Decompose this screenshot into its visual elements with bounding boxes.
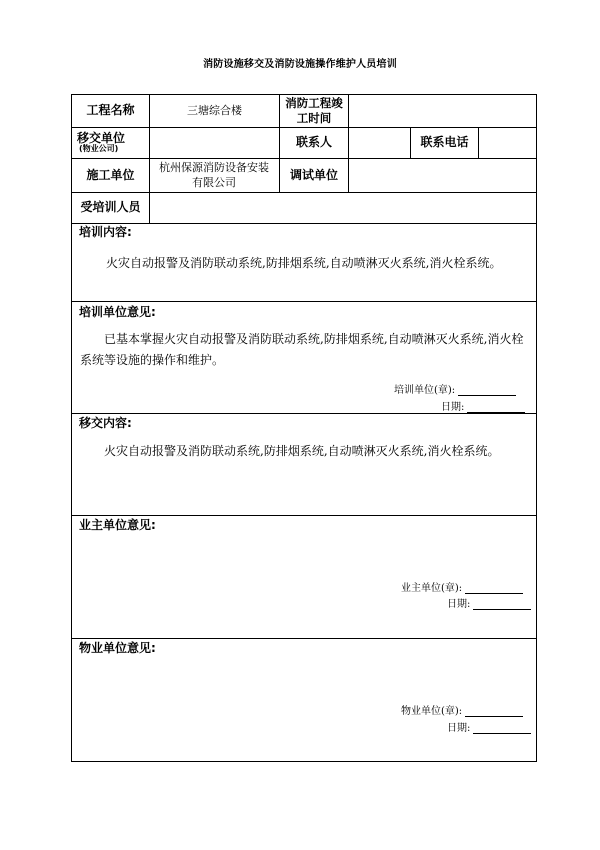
training-sign-label: 培训单位(章): [394,385,456,396]
owner-opinion-heading: 业主单位意见: [79,518,156,532]
contact-phone-value[interactable] [479,128,536,158]
training-opinion-text: 已基本掌握火灾自动报警及消防联动系统,防排烟系统,自动喷淋灭火系统,消火栓系统等设施的操作和维护。 [80,332,524,367]
handover-unit-label [72,128,149,158]
training-sign-field [394,381,516,396]
construction-unit-label: 施工单位 [86,167,135,182]
training-date-line[interactable] [467,402,525,413]
handover-unit-value[interactable] [150,128,279,158]
owner-date-label: 日期: [447,599,471,610]
trainees-value[interactable] [150,193,536,223]
training-content-text: 火灾自动报警及消防联动系统,防排烟系统,自动喷淋灭火系统,消火栓系统。 [106,256,502,270]
debug-unit-label: 调试单位 [289,167,338,182]
completion-time-label: 消防工程竣工时间 [285,96,343,125]
training-content-heading: 培训内容: [79,225,132,239]
handover-content-text: 火灾自动报警及消防联动系统,防排烟系统,自动喷淋灭火系统,消火栓系统。 [104,444,500,458]
training-date-label: 日期: [441,402,465,413]
project-name-value[interactable]: 三塘综合楼 [187,103,242,117]
property-sign-line[interactable] [465,706,523,717]
property-sign-label: 物业单位(章): [401,706,463,717]
owner-date-field [447,595,531,610]
construction-unit-value[interactable]: 杭州保源消防设备安装有限公司 [159,161,269,189]
project-name-label: 工程名称 [86,103,135,118]
handover-content-heading: 移交内容: [79,416,132,430]
property-sign-field [401,702,523,717]
handover-form [71,94,537,762]
property-opinion-heading: 物业单位意见: [79,641,156,655]
debug-unit-value[interactable] [349,159,536,192]
completion-time-value[interactable] [349,95,536,127]
property-date-field [447,719,531,734]
training-date-field [441,398,525,413]
trainees-label: 受培训人员 [80,200,141,215]
row-divider [72,223,536,224]
handover-unit-sublabel: (物业公司) [79,144,119,154]
owner-sign-label: 业主单位(章): [401,583,463,594]
section-divider [72,301,536,302]
contact-person-value[interactable] [349,128,410,158]
owner-sign-field [401,579,523,594]
property-date-line[interactable] [473,723,531,734]
section-divider [72,413,536,414]
handover-unit-label-text: 移交单位 [77,131,126,145]
training-sign-line[interactable] [458,385,516,396]
owner-date-line[interactable] [473,599,531,610]
owner-sign-line[interactable] [465,583,523,594]
document-title: 消防设施移交及消防设施操作维护人员培训 [203,59,397,70]
contact-person-label: 联系人 [295,135,332,150]
property-date-label: 日期: [447,723,471,734]
contact-phone-label: 联系电话 [420,135,469,150]
training-opinion-heading: 培训单位意见: [79,305,156,319]
